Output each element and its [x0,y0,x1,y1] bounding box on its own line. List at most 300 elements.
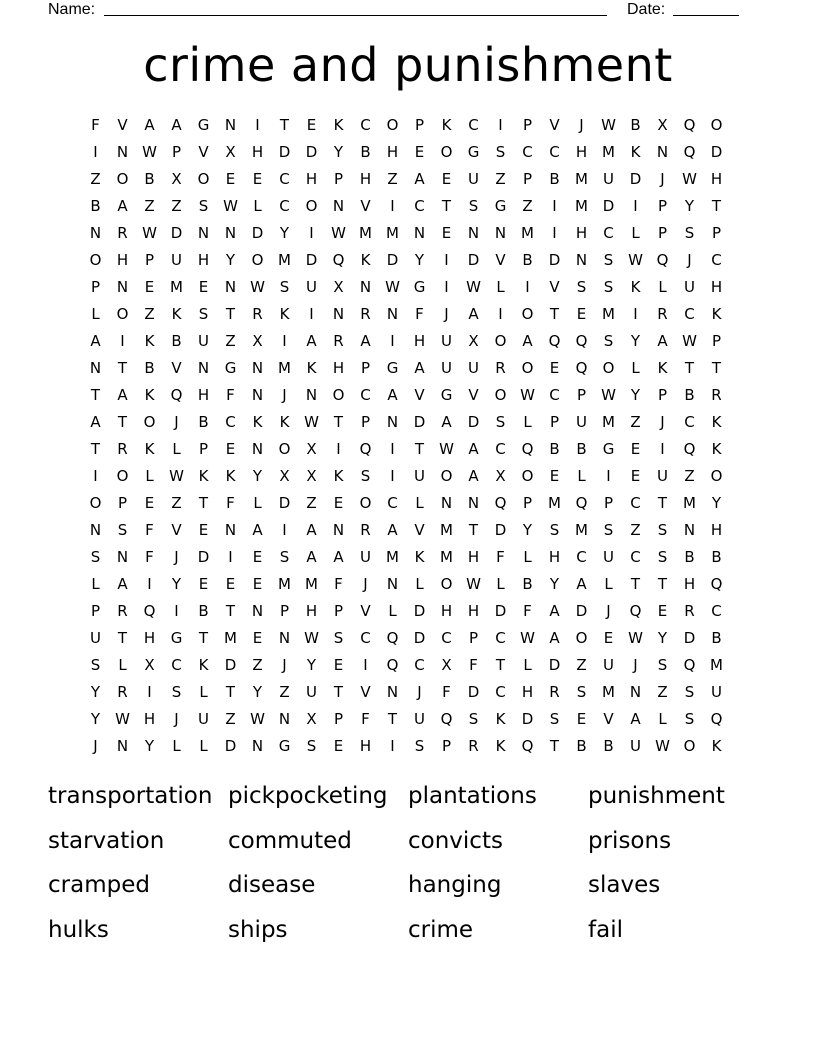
grid-letter: N [332,197,345,215]
grid-letter: S [198,197,209,215]
grid-letter: W [520,386,535,404]
grid-letter: X [252,332,263,350]
grid-letter: Y [684,197,695,215]
grid-letter: L [523,656,532,674]
grid-letter: E [333,656,344,674]
grid-letter: D [413,413,426,431]
grid-letter: O [710,467,723,485]
grid-letter: I [444,251,449,269]
grid-letter: D [467,683,480,701]
grid-letter: O [89,494,102,512]
grid-letter: D [224,737,237,755]
grid-letter: T [657,494,668,512]
grid-letter: C [495,683,506,701]
grid-letter: X [333,278,344,296]
grid-letter: W [628,251,643,269]
grid-letter: P [144,251,155,269]
grid-letter: A [117,386,128,404]
grid-letter: X [225,143,236,161]
grid-letter: L [604,575,613,593]
grid-letter: D [575,602,588,620]
grid-letter: B [144,170,155,188]
grid-letter: C [468,116,479,134]
grid-letter: N [116,737,129,755]
grid-letter: M [710,656,723,674]
grid-letter: W [331,224,346,242]
grid-letter: H [710,521,723,539]
grid-letter: X [441,656,452,674]
grid-letter: S [279,548,290,566]
grid-letter: K [495,737,506,755]
grid-letter: Q [683,116,696,134]
grid-letter: D [602,197,615,215]
grid-letter: L [415,494,424,512]
grid-letter: D [548,251,561,269]
grid-letter: U [306,278,317,296]
grid-letter: N [251,359,264,377]
grid-letter: B [603,737,614,755]
grid-letter: B [144,359,155,377]
grid-letter: A [657,332,668,350]
grid-letter: D [683,629,696,647]
grid-letter: K [360,251,371,269]
grid-letter: K [198,656,209,674]
grid-letter: S [198,305,209,323]
grid-letter: Y [414,251,425,269]
grid-letter: H [683,575,696,593]
grid-letter: W [142,143,157,161]
grid-letter: J [579,116,584,134]
grid-letter: M [440,521,453,539]
grid-letter: B [522,251,533,269]
grid-letter: V [549,116,560,134]
grid-letter: A [306,548,317,566]
grid-letter: B [171,332,182,350]
word-bank-item: crime [408,916,474,943]
grid-letter: N [386,575,399,593]
grid-letter: K [630,143,641,161]
grid-letter: R [684,602,695,620]
grid-letter: T [333,413,344,431]
grid-letter: A [576,575,587,593]
grid-letter: T [657,575,668,593]
grid-letter: Q [710,575,723,593]
grid-letter: T [279,116,290,134]
grid-letter: P [711,332,722,350]
grid-letter: M [602,143,615,161]
grid-letter: Z [387,170,398,188]
grid-letter: H [521,683,534,701]
grid-letter: Q [683,440,696,458]
grid-letter: N [386,413,399,431]
grid-letter: A [360,332,371,350]
grid-letter: L [199,737,208,755]
grid-letter: N [386,683,399,701]
grid-letter: J [93,737,98,755]
grid-letter: X [306,710,317,728]
grid-letter: E [441,224,452,242]
grid-letter: P [549,413,560,431]
grid-letter: D [305,143,318,161]
grid-letter: A [90,413,101,431]
grid-letter: D [278,494,291,512]
grid-letter: G [413,278,426,296]
grid-letter: I [552,197,557,215]
grid-letter: E [576,305,587,323]
grid-letter: U [441,359,452,377]
grid-letter: J [282,656,287,674]
grid-letter: N [494,224,507,242]
grid-letter: M [521,224,534,242]
grid-letter: A [90,332,101,350]
grid-letter: Z [171,494,182,512]
grid-letter: I [309,305,314,323]
grid-letter: D [251,224,264,242]
grid-letter: O [332,386,345,404]
grid-letter: N [116,143,129,161]
grid-letter: E [252,170,263,188]
grid-letter: K [252,413,263,431]
grid-letter: C [279,170,290,188]
grid-letter: V [360,602,371,620]
grid-letter: E [630,440,641,458]
grid-letter: B [684,386,695,404]
grid-letter: H [413,332,426,350]
grid-letter: J [174,413,179,431]
grid-letter: M [386,224,399,242]
grid-letter: Q [170,386,183,404]
grid-letter: K [333,116,344,134]
grid-letter: A [387,386,398,404]
grid-letter: L [253,494,262,512]
grid-letter: L [523,548,532,566]
grid-letter: A [468,305,479,323]
grid-letter: M [602,305,615,323]
grid-letter: I [660,440,665,458]
grid-letter: S [576,683,587,701]
grid-letter: M [278,575,291,593]
word-bank-item: hulks [48,916,109,943]
grid-letter: B [549,440,560,458]
grid-letter: V [171,521,182,539]
grid-letter: D [197,548,210,566]
grid-letter: U [360,548,371,566]
grid-letter: H [386,143,399,161]
word-bank-item: plantations [408,783,537,809]
grid-letter: D [494,521,507,539]
grid-letter: I [336,440,341,458]
grid-letter: E [603,629,614,647]
grid-letter: K [711,305,722,323]
grid-letter: N [251,440,264,458]
grid-letter: B [198,602,209,620]
grid-letter: Q [710,710,723,728]
grid-letter: Z [630,413,641,431]
grid-letter: U [90,629,101,647]
grid-letter: U [468,170,479,188]
grid-letter: S [468,710,479,728]
grid-letter: I [390,197,395,215]
grid-letter: O [116,170,129,188]
grid-letter: P [90,278,101,296]
grid-letter: D [278,143,291,161]
grid-letter: F [91,116,100,134]
grid-letter: P [333,710,344,728]
grid-letter: S [414,737,425,755]
grid-letter: W [385,278,400,296]
grid-letter: P [414,116,425,134]
grid-letter: X [468,332,479,350]
grid-letter: L [577,467,586,485]
grid-letter: C [414,656,425,674]
grid-letter: P [171,143,182,161]
grid-letter: Y [522,521,533,539]
grid-letter: I [606,467,611,485]
grid-letter: E [414,143,425,161]
grid-letter: O [521,305,534,323]
grid-letter: S [657,548,668,566]
grid-letter: R [549,683,560,701]
grid-letter: J [363,575,368,593]
grid-letter: I [390,332,395,350]
grid-letter: M [602,683,615,701]
grid-letter: E [441,170,452,188]
grid-letter: H [440,602,453,620]
grid-letter: T [198,494,209,512]
grid-letter: T [117,413,128,431]
grid-letter: H [359,737,372,755]
date-blank-line [673,15,739,16]
grid-letter: Z [657,683,668,701]
grid-letter: M [440,548,453,566]
grid-letter: Q [575,359,588,377]
grid-letter: M [359,224,372,242]
grid-letter: U [306,683,317,701]
grid-letter: T [387,710,398,728]
grid-letter: R [117,440,128,458]
grid-letter: C [549,386,560,404]
grid-letter: S [117,521,128,539]
grid-letter: W [250,278,265,296]
grid-letter: M [575,170,588,188]
grid-letter: E [144,278,155,296]
grid-letter: P [90,602,101,620]
grid-letter: V [117,116,128,134]
grid-letter: N [332,305,345,323]
puzzle-title: crime and punishment [143,38,673,92]
grid-letter: T [225,683,236,701]
grid-letter: M [305,575,318,593]
grid-letter: B [198,413,209,431]
grid-letter: A [549,602,560,620]
grid-letter: W [601,116,616,134]
grid-letter: S [657,656,668,674]
grid-letter: U [171,251,182,269]
grid-letter: O [89,251,102,269]
grid-letter: I [228,548,233,566]
grid-letter: S [603,251,614,269]
grid-letter: E [333,737,344,755]
grid-letter: E [225,440,236,458]
grid-letter: I [633,305,638,323]
grid-letter: C [414,197,425,215]
grid-letter: U [711,683,722,701]
grid-letter: J [660,413,665,431]
grid-letter: L [631,359,640,377]
grid-letter: K [279,413,290,431]
grid-letter: L [415,575,424,593]
grid-letter: R [495,359,506,377]
grid-letter: H [197,251,210,269]
grid-letter: C [684,413,695,431]
grid-letter: L [172,440,181,458]
grid-letter: N [251,386,264,404]
grid-letter: Z [90,170,101,188]
grid-letter: K [306,359,317,377]
grid-letter: W [682,170,697,188]
grid-letter: P [279,602,290,620]
grid-letter: I [282,332,287,350]
grid-letter: Z [171,197,182,215]
grid-letter: O [683,737,696,755]
grid-letter: M [602,413,615,431]
grid-letter: V [414,521,425,539]
grid-letter: Q [656,251,669,269]
grid-letter: G [224,359,237,377]
grid-letter: V [414,386,425,404]
grid-letter: C [495,629,506,647]
grid-letter: I [255,116,260,134]
grid-letter: F [145,548,154,566]
grid-letter: N [440,494,453,512]
grid-letter: P [657,197,668,215]
grid-letter: R [333,332,344,350]
grid-letter: P [576,386,587,404]
grid-letter: V [468,386,479,404]
grid-letter: C [576,548,587,566]
grid-letter: W [169,467,184,485]
grid-letter: T [711,359,722,377]
grid-letter: U [684,278,695,296]
grid-letter: L [199,683,208,701]
grid-letter: M [548,494,561,512]
grid-letter: S [684,710,695,728]
grid-letter: W [628,629,643,647]
grid-letter: M [683,494,696,512]
grid-letter: E [630,467,641,485]
grid-letter: S [603,278,614,296]
grid-letter: J [282,386,287,404]
grid-letter: Q [575,332,588,350]
word-bank-item: punishment [588,783,725,809]
grid-letter: G [440,386,453,404]
grid-letter: I [363,656,368,674]
grid-letter: J [687,251,692,269]
grid-letter: Y [279,224,290,242]
grid-letter: W [250,710,265,728]
grid-letter: I [390,737,395,755]
grid-letter: Q [548,332,561,350]
grid-letter: O [494,332,507,350]
grid-letter: H [359,170,372,188]
grid-letter: C [360,116,371,134]
grid-letter: S [684,683,695,701]
grid-letter: U [630,737,641,755]
grid-letter: H [116,251,129,269]
grid-letter: X [144,656,155,674]
grid-letter: F [226,386,235,404]
grid-letter: A [117,575,128,593]
grid-letter: D [413,602,426,620]
grid-letter: I [444,278,449,296]
grid-letter: P [522,494,533,512]
grid-letter: C [603,224,614,242]
grid-letter: H [710,278,723,296]
word-bank-item: commuted [228,827,352,854]
grid-letter: J [417,683,422,701]
grid-letter: S [333,629,344,647]
word-bank-item: slaves [588,872,661,898]
grid-letter: U [603,548,614,566]
grid-letter: M [170,278,183,296]
grid-letter: N [467,494,480,512]
grid-letter: X [279,467,290,485]
grid-letter: Y [630,332,641,350]
grid-letter: C [225,413,236,431]
grid-letter: B [576,737,587,755]
grid-letter: T [225,602,236,620]
grid-letter: X [657,116,668,134]
grid-letter: T [117,359,128,377]
word-bank [48,780,768,958]
grid-letter: I [552,224,557,242]
grid-letter: W [142,224,157,242]
grid-letter: H [467,548,480,566]
grid-letter: K [333,467,344,485]
grid-letter: G [386,359,399,377]
grid-letter: P [333,170,344,188]
grid-letter: S [657,521,668,539]
grid-letter: Q [440,710,453,728]
grid-letter: Y [711,494,722,512]
grid-letter: S [306,737,317,755]
grid-letter: R [711,386,722,404]
grid-letter: G [197,116,210,134]
grid-letter: N [197,224,210,242]
grid-letter: D [386,251,399,269]
grid-letter: U [198,332,209,350]
grid-letter: F [469,656,478,674]
grid-letter: C [711,251,722,269]
grid-letter: A [171,116,182,134]
grid-letter: W [520,629,535,647]
grid-letter: N [251,737,264,755]
grid-letter: P [198,440,209,458]
grid-letter: D [494,602,507,620]
grid-letter: U [657,467,668,485]
grid-letter: I [390,467,395,485]
grid-letter: Y [90,710,101,728]
grid-letter: T [414,440,425,458]
grid-letter: K [441,116,452,134]
grid-letter: E [252,575,263,593]
grid-letter: S [495,143,506,161]
grid-letter: H [575,143,588,161]
grid-letter: A [387,521,398,539]
grid-letter: A [117,197,128,215]
grid-letter: S [549,710,560,728]
grid-letter: V [360,197,371,215]
